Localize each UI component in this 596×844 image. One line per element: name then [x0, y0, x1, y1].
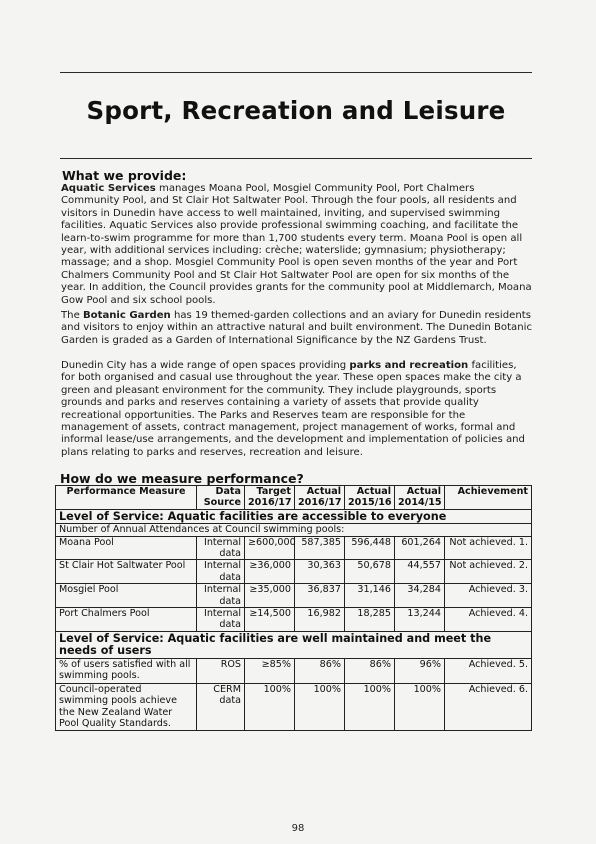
actual-1415-cell: 601,264 [395, 536, 445, 560]
table-row [56, 658, 532, 683]
actual-1617-cell: 86% [295, 658, 345, 683]
performance-table [55, 485, 532, 731]
parks-recreation-bold: parks and recreation [349, 360, 469, 371]
actual-1617-cell: 100% [295, 683, 345, 730]
header-actual-1617: Actual 2016/17 [295, 486, 345, 510]
achievement-cell: Achieved. 6. [445, 683, 532, 730]
level-of-service-1: Level of Service: Aquatic facilities are accessible to everyone [56, 509, 532, 524]
actual-1415-cell: 34,284 [395, 584, 445, 608]
actual-1516-cell: 100% [345, 683, 395, 730]
aquatic-services-bold: Aquatic Services [61, 183, 156, 194]
achievement-cell: Achieved. 4. [445, 607, 532, 631]
actual-1516-cell: 596,448 [345, 536, 395, 560]
target-cell: ≥35,000 [245, 584, 295, 608]
target-cell: ≥85% [245, 658, 295, 683]
measure-cell: St Clair Hot Saltwater Pool [56, 560, 197, 584]
measure-cell: Port Chalmers Pool [56, 607, 197, 631]
table-row [56, 584, 532, 608]
page-title: Sport, Recreation and Leisure [86, 96, 506, 125]
actual-1415-cell: 100% [395, 683, 445, 730]
measure-cell: Moana Pool [56, 536, 197, 560]
measure-cell: Council-operated swimming pools achieve the New Zealand Water Pool Quality Standards. [56, 683, 197, 730]
parks-recreation-paragraph [61, 360, 533, 459]
what-we-provide-heading: What we provide: [62, 168, 187, 183]
level-of-service-row [56, 631, 532, 658]
achievement-cell: Not achieved. 2. [445, 560, 532, 584]
performance-heading: How do we measure performance? [60, 471, 304, 486]
header-source: Data Source [197, 486, 245, 510]
subheading-row [56, 524, 532, 536]
header-measure: Performance Measure [56, 486, 197, 510]
source-cell: ROS [197, 658, 245, 683]
header-actual-1415: Actual 2014/15 [395, 486, 445, 510]
achievement-cell: Not achieved. 1. [445, 536, 532, 560]
aquatic-services-text: manages Moana Pool, Mosgiel Community Pool, Port Chalmers Community Pool, and St Clair Hot Saltwater Pool. Through the four pools, all residents and visitors in Dunedin have access to well maintained, inviting, and supervised swimming facilities. Aquatic Services also provide professional swimming coaching, and facilitate the learn-to-swim programme for more than 1,700 students every term. Moana Pool is open all year, with additional services including: crèche; waterslide; gymnasium; physiotherapy; massage; and a shop. Mosgiel Community Pool is open seven months of the year and Port Chalmers Community Pool and St Clair Hot Saltwater Pool are open for six months of the year. In addition, the Council provides grants for the community pool at Middlemarch, Moana Gow Pool and six school pools. [61, 183, 532, 306]
target-cell: 100% [245, 683, 295, 730]
attendances-subheading: Number of Annual Attendances at Council swimming pools: [56, 524, 532, 536]
actual-1516-cell: 50,678 [345, 560, 395, 584]
level-of-service-2: Level of Service: Aquatic facilities are well maintained and meet the needs of users [56, 631, 532, 658]
actual-1415-cell: 13,244 [395, 607, 445, 631]
measure-cell: Mosgiel Pool [56, 584, 197, 608]
actual-1617-cell: 36,837 [295, 584, 345, 608]
title-rule [60, 158, 532, 159]
parks-pre: Dunedin City has a wide range of open spaces providing [61, 360, 350, 371]
top-rule [60, 72, 532, 73]
table-header-row [56, 486, 532, 510]
source-cell: CERM data [197, 683, 245, 730]
botanic-garden-text: has 19 themed-garden collections and an aviary for Dunedin residents and visitors to enjoy within an attractive natural and built environment. The Dunedin Botanic Garden is graded as a Garden of International Significance by the NZ Gardens Trust. [61, 310, 532, 346]
target-cell: ≥36,000 [245, 560, 295, 584]
actual-1415-cell: 96% [395, 658, 445, 683]
actual-1516-cell: 18,285 [345, 607, 395, 631]
table-row [56, 607, 532, 631]
achievement-cell: Achieved. 3. [445, 584, 532, 608]
level-of-service-row [56, 509, 532, 524]
actual-1617-cell: 16,982 [295, 607, 345, 631]
source-cell: Internal data [197, 560, 245, 584]
actual-1617-cell: 587,385 [295, 536, 345, 560]
source-cell: Internal data [197, 536, 245, 560]
parks-recreation-text: facilities, for both organised and casual use throughout the year. These open spaces make the city a green and pleasant environment for the community. They include playgrounds, sports grounds and parks and reserves containing a variety of assets that provide quality recreational opportunities. The Parks and Reserves team are responsible for the management of assets, contract management, project management of works, formal and informal lease/use arrangements, and the development and implementation of policies and plans relating to parks and reserves, recreation and leisure. [61, 360, 525, 458]
botanic-pre: The [61, 310, 83, 321]
actual-1415-cell: 44,557 [395, 560, 445, 584]
header-achievement: Achievement [445, 486, 532, 510]
measure-cell: % of users satisfied with all swimming pools. [56, 658, 197, 683]
actual-1516-cell: 86% [345, 658, 395, 683]
target-cell: ≥14,500 [245, 607, 295, 631]
page-number: 98 [291, 823, 305, 834]
achievement-cell: Achieved. 5. [445, 658, 532, 683]
aquatic-services-paragraph [61, 183, 533, 307]
botanic-garden-paragraph [61, 310, 533, 347]
actual-1516-cell: 31,146 [345, 584, 395, 608]
header-target: Target 2016/17 [245, 486, 295, 510]
target-cell: ≥600,000 [245, 536, 295, 560]
table-row [56, 536, 532, 560]
actual-1617-cell: 30,363 [295, 560, 345, 584]
botanic-garden-bold: Botanic Garden [82, 310, 171, 321]
table-row [56, 560, 532, 584]
header-actual-1516: Actual 2015/16 [345, 486, 395, 510]
source-cell: Internal data [197, 607, 245, 631]
source-cell: Internal data [197, 584, 245, 608]
table-row [56, 683, 532, 730]
